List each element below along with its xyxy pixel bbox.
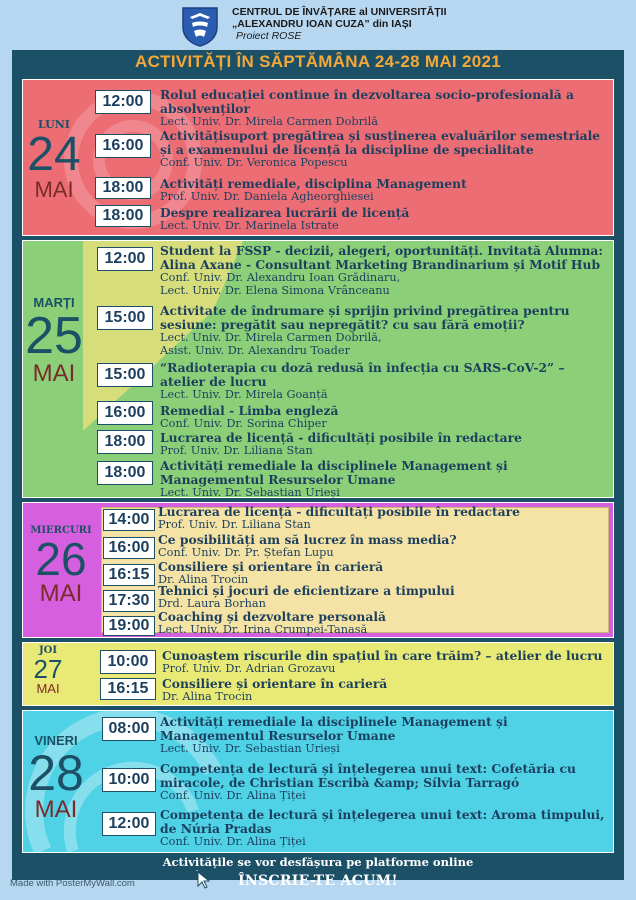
time-box: 17:30 [103, 590, 155, 612]
time-box: 18:00 [97, 461, 153, 485]
event-title: Tehnici și jocuri de eficientizare a timpului [158, 583, 455, 598]
event [162, 649, 610, 676]
time-box: 08:00 [102, 717, 156, 741]
event-speaker: Conf. Univ. Dr. Alina Țiței [160, 789, 306, 802]
day-label-thursday [23, 645, 73, 695]
event-title: Activități remediale, disciplina Management [160, 176, 467, 191]
event-title: Cunoaștem riscurile din spațiul în care trăim? – atelier de lucru [162, 648, 603, 663]
event-title: Activitate de îndrumare și sprijin privind pregătirea pentru sesiune: pregătit sau nepregătit? cu sau fără emoții? [160, 303, 570, 332]
event-speaker: Drd. Laura Borhan [158, 597, 266, 610]
event-speaker: Dr. Alina Trocin [158, 573, 249, 586]
time-box: 18:00 [97, 430, 153, 454]
day-label-monday [23, 118, 85, 201]
event [160, 244, 610, 297]
event [160, 206, 610, 233]
event [160, 715, 610, 756]
event [160, 129, 610, 170]
event [160, 459, 610, 500]
event [160, 762, 610, 803]
event-speaker: Conf. Univ. Dr. Pr. Ștefan Lupu [158, 546, 334, 559]
event-speaker: Lect. Univ. Dr. Irina Crumpei-Tanasă [158, 623, 368, 636]
event-speaker: Lect. Univ. Dr. Sebastian Urieși [160, 742, 340, 755]
day-month: MAI [32, 360, 76, 387]
time-box: 16:15 [103, 564, 155, 586]
event [158, 505, 608, 532]
time-box: 16:00 [97, 401, 153, 425]
day-number: 26 [35, 533, 87, 585]
event-title: Consiliere și orientare în carieră [158, 559, 384, 574]
day-name: VINERI [34, 733, 78, 748]
event-speaker: Prof. Univ. Dr. Liliana Stan [158, 518, 311, 531]
event-title: Activitățisuport pregătirea și susținerea evaluărilor semestriale și a examenului de licență la discipline de specialitate [160, 128, 601, 157]
day-number: 28 [28, 745, 84, 801]
event-title: Competența de lectură și înțelegerea unui text: Cofetăria cu miracole, de Christian Escribà &amp; Sílvia Tarragó [160, 761, 576, 790]
time-box: 10:00 [100, 650, 156, 674]
day-name: JOI [38, 645, 58, 656]
time-box: 10:00 [102, 768, 156, 792]
event-speaker: Asist. Univ. Dr. Alexandru Toader [160, 343, 350, 357]
event [158, 610, 608, 637]
event-title: Lucrarea de licență - dificultăți posibile în redactare [158, 504, 520, 519]
event-speaker: Conf. Univ. Dr. Veronica Popescu [160, 156, 348, 169]
event [160, 88, 610, 129]
event-speaker: Lect. Univ. Dr. Mirela Carmen Dobrilă, [160, 331, 382, 344]
event-speaker: Conf. Univ. Dr. Alexandru Ioan Grădinaru, [160, 271, 401, 284]
time-box: 18:00 [95, 177, 151, 199]
event [160, 304, 610, 357]
event [160, 177, 610, 204]
event-speaker: Lect. Univ. Dr. Marinela Istrate [160, 219, 339, 232]
event-speaker: Prof. Univ. Dr. Liliana Stan [160, 444, 313, 457]
day-name: LUNI [38, 118, 70, 131]
day-label-wednesday [23, 525, 99, 606]
time-box: 18:00 [95, 205, 151, 227]
event [160, 431, 610, 458]
event-title: Activități remediale la disciplinele Management și Managementul Resurselor Umane [160, 714, 508, 743]
event-title: Coaching și dezvoltare personală [158, 609, 386, 624]
university-shield-logo [180, 5, 220, 47]
event [158, 533, 608, 560]
time-box: 19:00 [103, 616, 155, 636]
event-speaker: Lect. Univ. Dr. Mirela Goanță [160, 388, 328, 401]
event-title: Remedial - Limba engleză [160, 403, 339, 418]
event-speaker: Lect. Univ. Dr. Mirela Carmen Dobrilă [160, 115, 378, 128]
event-title: Consiliere și orientare în carieră [162, 676, 388, 691]
header [0, 0, 636, 50]
event-title: Rolul educației continue în dezvoltarea socio-profesională a absolvenților [160, 87, 574, 116]
day-label-tuesday [23, 295, 85, 386]
event [158, 584, 608, 611]
day-name: MARȚI [33, 295, 75, 310]
event-title: Activități remediale la disciplinele Management și Managementul Resurselor Umane [160, 458, 508, 487]
poster-title: ACTIVITĂȚI ÎN SĂPTĂMÂNA 24-28 MAI 2021 [135, 52, 501, 71]
time-box: 12:00 [95, 90, 151, 114]
time-box: 14:00 [103, 509, 155, 531]
day-month: MAI [34, 796, 78, 823]
time-box: 15:00 [97, 306, 153, 330]
event-title: Competența de lectură și înțelegerea unui text: Aroma timpului, de Núria Pradas [160, 807, 605, 836]
event-speaker: Conf. Univ. Dr. Sorina Chiper [160, 417, 327, 430]
event-speaker: Conf. Univ. Dr. Alina Țiței [160, 835, 306, 848]
event-title: Student la FSSP - decizii, alegeri, oportunități. Invitată Alumna: Alina Axane - Consultant Marketing Brandinarium și Motif Hub [160, 243, 603, 272]
event-title: Lucrarea de licență - dificultăți posibile în redactare [160, 430, 522, 445]
day-month: MAI [34, 177, 74, 202]
day-month: MAI [36, 681, 60, 696]
event-speaker: Dr. Alina Trocin [162, 690, 253, 703]
register-cta-button[interactable]: ÎNSCRIE-TE ACUM! [238, 873, 398, 889]
time-box: 12:00 [102, 812, 156, 836]
event [162, 677, 610, 704]
event-speaker: Prof. Univ. Dr. Daniela Agheorghiesei [160, 190, 374, 203]
event [160, 404, 610, 431]
watermark: Made with PosterMyWall.com [10, 878, 135, 889]
day-name: MIERCURI [30, 525, 92, 536]
event [160, 361, 610, 402]
day-number: 24 [27, 128, 81, 181]
day-month: MAI [39, 580, 83, 607]
event-title: Despre realizarea lucrării de licență [160, 205, 410, 220]
time-box: 12:00 [97, 247, 153, 271]
header-line-1: CENTRUL DE ÎNVĂȚARE al UNIVERSITĂȚII [232, 6, 447, 18]
event-speaker: Lect. Univ. Dr. Elena Simona Vrânceanu [160, 283, 390, 297]
event-title: “Radioterapia cu doză redusă în infecția cu SARS-CoV-2” – atelier de lucru [160, 360, 565, 389]
time-box: 15:00 [97, 363, 153, 387]
event-speaker: Prof. Univ. Dr. Adrian Grozavu [162, 662, 336, 675]
project-label: Proiect ROSE [236, 30, 302, 42]
day-label-friday [23, 733, 89, 822]
event-title: Ce posibilități am să lucrez în mass media? [158, 532, 457, 547]
day-number: 27 [33, 654, 63, 684]
header-line-2: „ALEXANDRU IOAN CUZA” din IAȘI [232, 18, 412, 30]
event-speaker: Lect. Univ. Dr. Sebastian Urieși [160, 486, 340, 499]
time-box: 16:15 [100, 678, 156, 700]
event [160, 808, 610, 849]
online-note: Activitățile se vor desfășura pe platforme online [162, 855, 474, 869]
day-number: 25 [25, 307, 83, 365]
time-box: 16:00 [103, 537, 155, 559]
time-box: 16:00 [95, 134, 151, 158]
